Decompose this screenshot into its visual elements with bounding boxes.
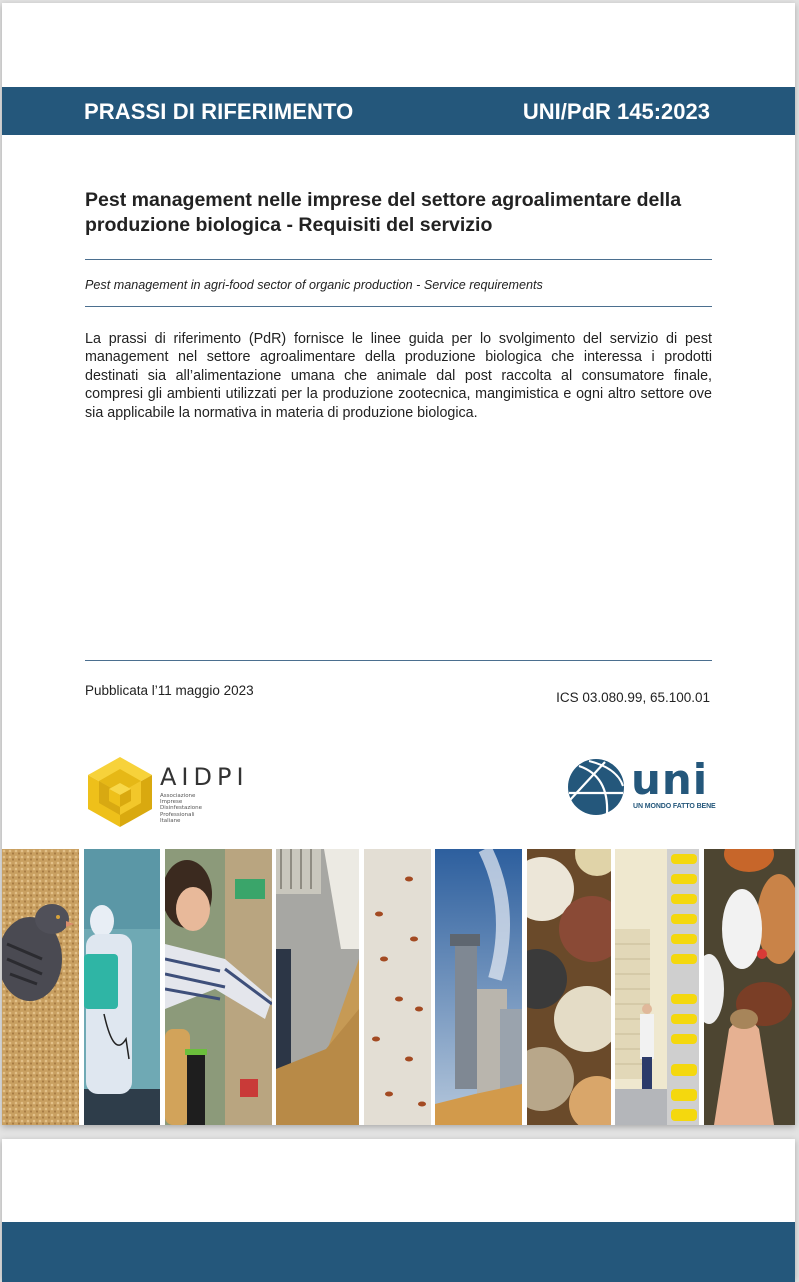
header-bar <box>2 87 795 135</box>
divider <box>85 259 712 260</box>
document-page-2 <box>2 1139 795 1279</box>
aidpi-name: AIDPI <box>160 763 249 791</box>
abstract: La prassi di riferimento (PdR) fornisce le linee guida per lo svolgimento del servizio di pest management nel settore agroalimentare della produzione biologica che interessa i prodotti destinati sia all’alimentazione umana che animale dal post raccolta al consumatore finale, compresi gli ambienti utilizzati per la produzione zootecnica, mangimistica e ogni altro settore ove sia applicabile la normativa in materia di produzione biologica. <box>85 331 712 421</box>
photo-cheese-warehouse <box>615 849 699 1125</box>
doc-code-label: UNI/PdR 145:2023 <box>522 99 710 124</box>
uni-logo <box>567 755 717 823</box>
globe-icon <box>567 758 625 816</box>
photo-grain-silo <box>435 849 522 1125</box>
photo-operator-sprayer <box>84 849 160 1125</box>
photo-legumes-bowls <box>527 849 611 1125</box>
publication-date: Pubblicata l’11 maggio 2023 <box>85 683 254 698</box>
photo-hens-feeding <box>704 849 795 1125</box>
page2-header-bar <box>2 1222 795 1282</box>
uni-wordmark: uni <box>631 755 709 804</box>
english-title: Pest management in agri-food sector of organic production - Service requirements <box>85 278 543 292</box>
photo-supermarket-shopper <box>165 849 272 1125</box>
yellow-cube-icon <box>86 755 154 829</box>
doc-type-label: PRASSI DI RIFERIMENTO <box>84 99 354 124</box>
document-title: Pest management nelle imprese del settore agroalimentare della produzione biologica - Requisiti del servizio <box>85 189 682 236</box>
photo-grain-unloading <box>276 849 359 1125</box>
photo-ants <box>364 849 431 1125</box>
divider <box>85 306 712 307</box>
uni-tagline: UN MONDO FATTO BENE <box>633 803 716 810</box>
photo-pigeon <box>2 849 79 1125</box>
ics-codes: ICS 03.080.99, 65.100.01 <box>556 690 710 705</box>
aidpi-subtitle: Associazione Imprese Disinfestazione Professionali Italiane <box>160 793 203 824</box>
divider <box>85 660 712 661</box>
aidpi-logo <box>86 755 249 830</box>
